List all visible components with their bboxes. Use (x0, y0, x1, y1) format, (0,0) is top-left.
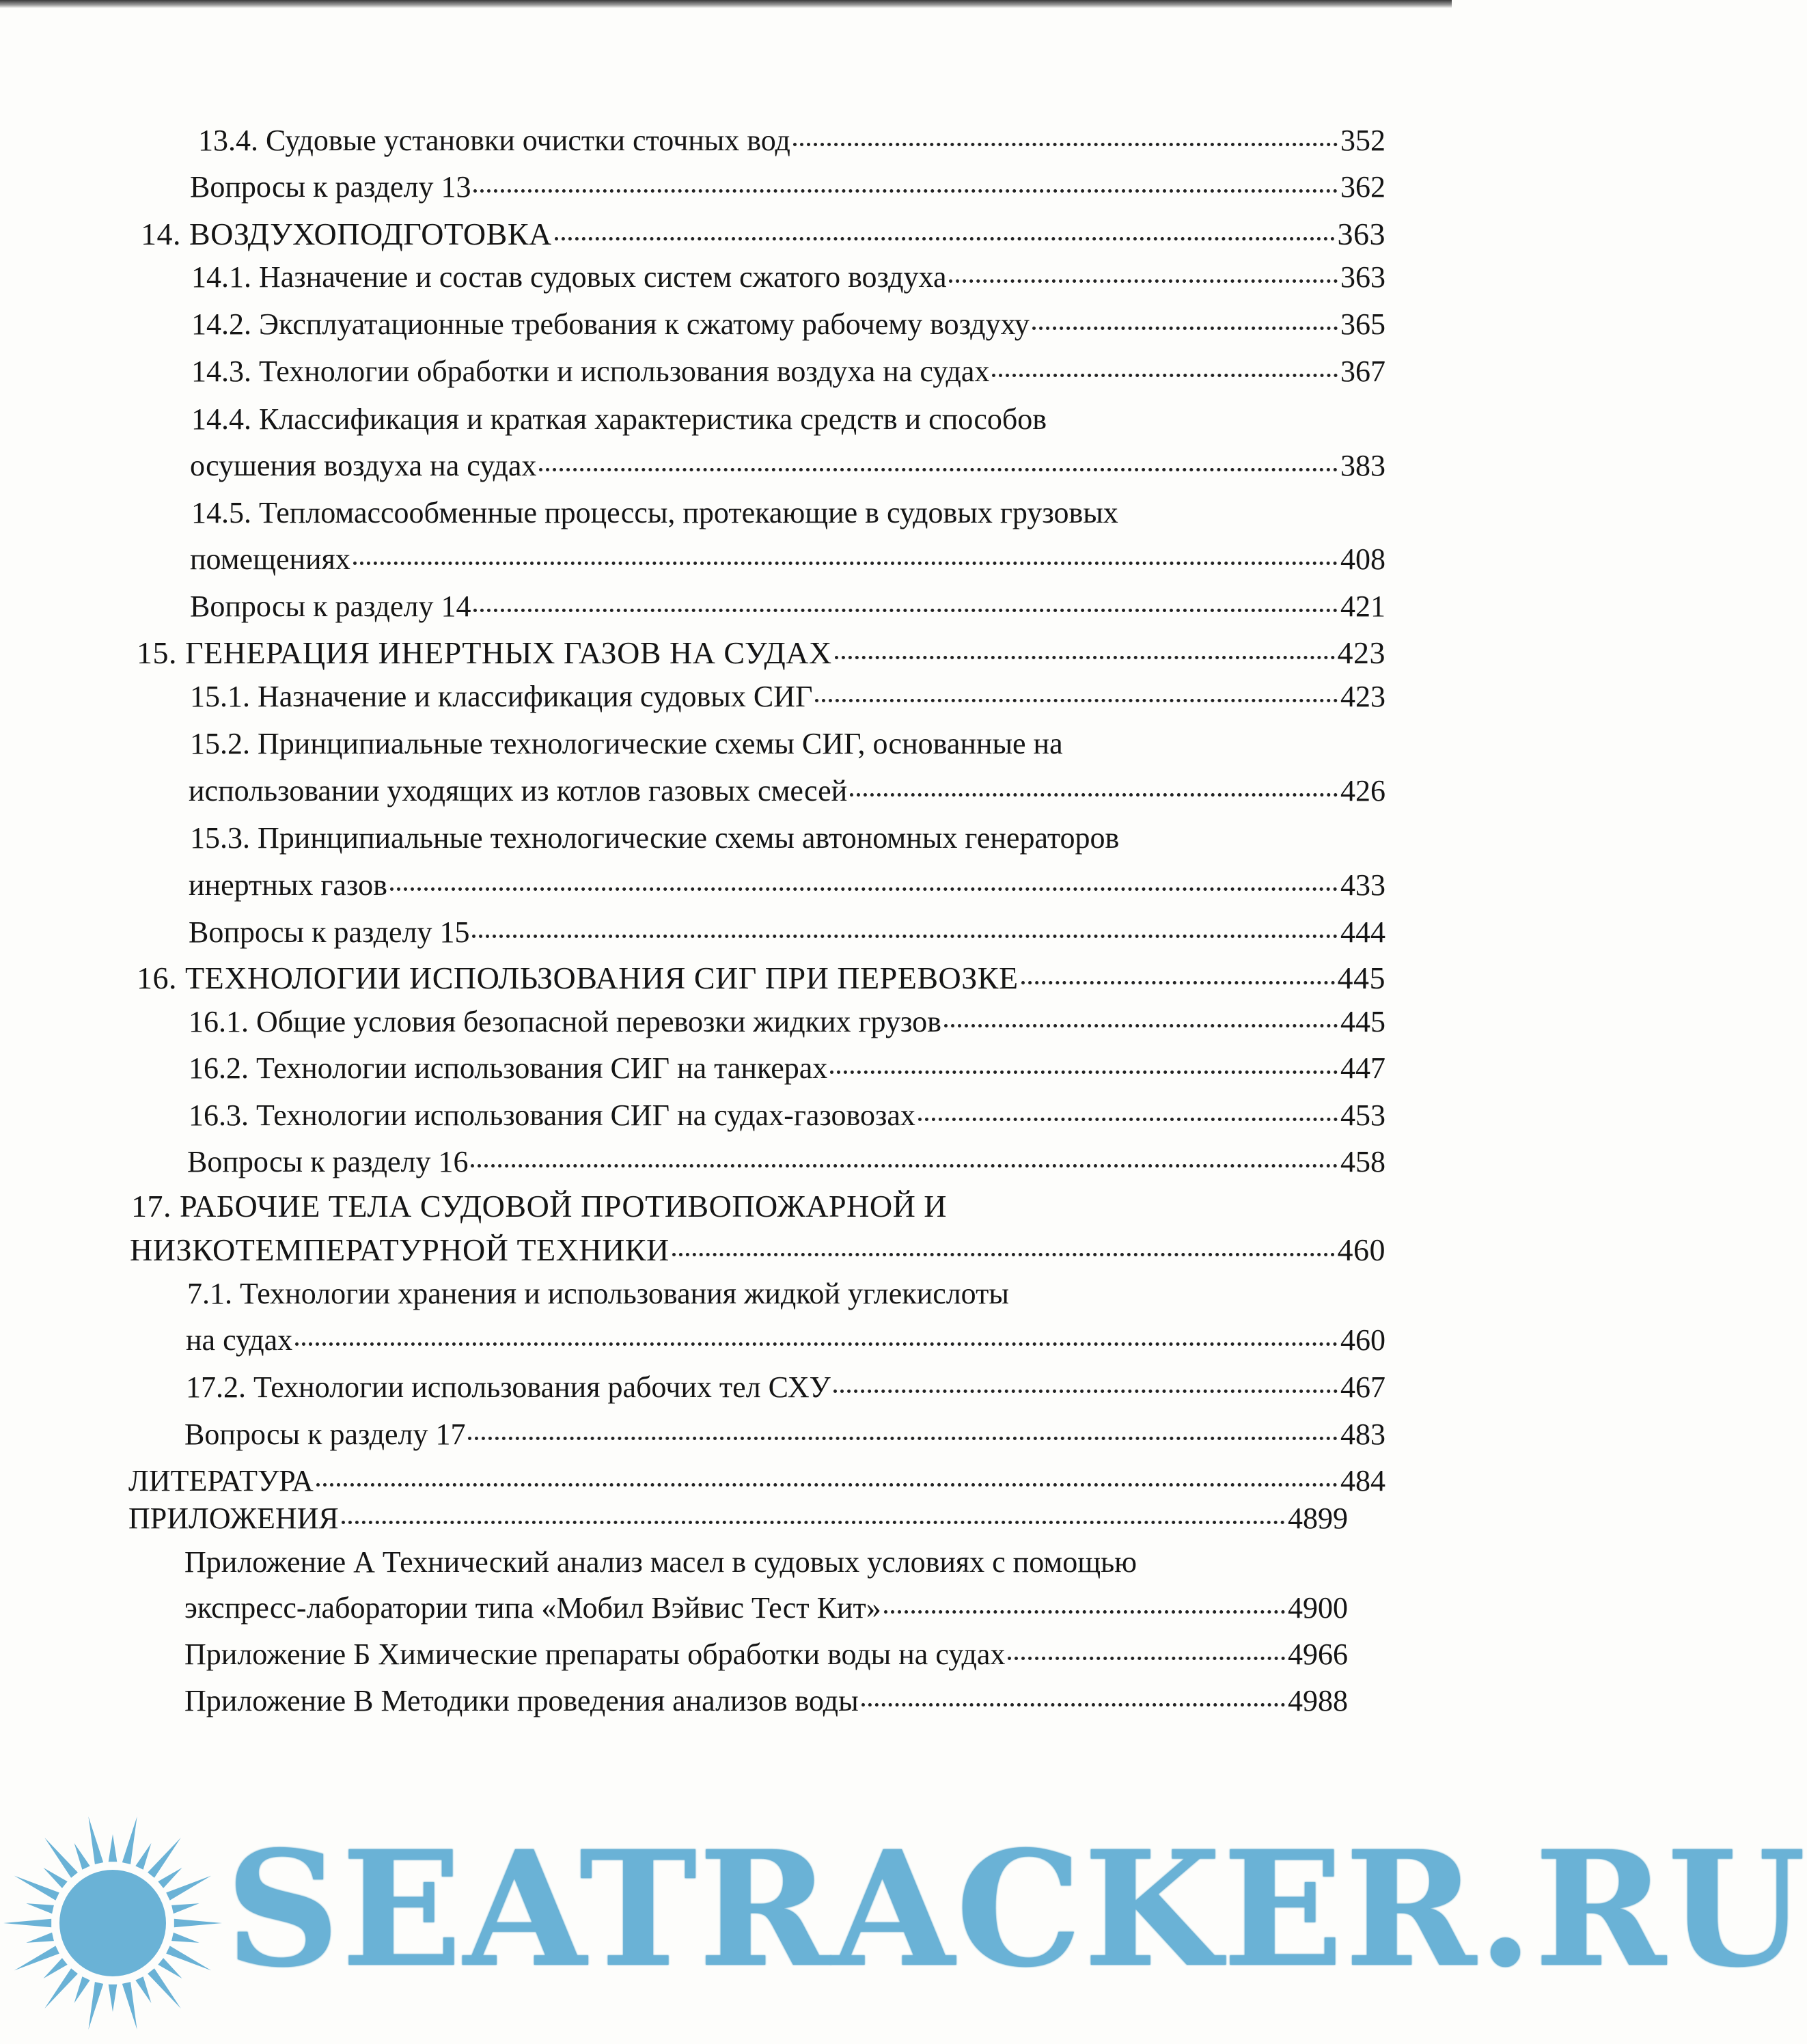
toc-entry-15-2[interactable]: использовании уходящих из котлов газовых смесей 426 (189, 772, 1385, 810)
page-number: 408 (1340, 542, 1385, 576)
sun-ray (171, 1933, 199, 1943)
toc-appendix-a-line1[interactable]: Приложение А Технический анализ масел в судовых условиях с помощью (184, 1545, 1137, 1579)
sun-ray (109, 1834, 118, 1862)
toc-entry-questions-16[interactable]: Вопросы к разделу 16 458 (187, 1143, 1385, 1181)
toc-entry-16-1[interactable]: 16.1. Общие условия безопасной перевозки жидких грузов 445 (189, 1003, 1385, 1041)
toc-entry-16-3[interactable]: 16.3. Технологии использования СИГ на судах-газовозах 453 (189, 1096, 1385, 1135)
page-number: 444 (1340, 915, 1385, 949)
sun-ray (135, 1843, 151, 1870)
page-number: 421 (1340, 590, 1385, 623)
toc-appendix-a[interactable]: экспресс-лаборатории типа «Мобил Вэйвис Тест Кит» 4900 (184, 1589, 1348, 1627)
toc-appendix-c[interactable]: Приложение В Методики проведения анализов воды 4988 (184, 1682, 1348, 1720)
sun-ray (14, 1876, 59, 1901)
page-number: 483 (1340, 1418, 1385, 1451)
sun-ray (43, 1868, 67, 1888)
toc-entry-14-5-line1[interactable]: 14.5. Тепломассообменные процессы, протекающие в судовых грузовых (191, 496, 1118, 529)
toc-entry-15-2-line1[interactable]: 15.2. Принципиальные технологические схемы СИГ, основанные на (190, 727, 1063, 760)
toc-entry-17-2[interactable]: 17.2. Технологии использования рабочих тел СХУ 467 (186, 1368, 1385, 1407)
toc-appendix-b[interactable]: Приложение Б Химические препараты обработки воды на судах 4966 (184, 1635, 1348, 1674)
page-number: 363 (1337, 217, 1385, 251)
toc-entry-15-1[interactable]: 15.1. Назначение и классификация судовых СИГ 423 (190, 678, 1385, 716)
page-number: 423 (1340, 680, 1385, 713)
page-number: 363 (1340, 260, 1385, 294)
sun-ray (3, 1919, 51, 1928)
sun-ray (122, 1817, 137, 1864)
toc-entry-14-1[interactable]: 14.1. Назначение и состав судовых систем сжатого воздуха 363 (191, 258, 1385, 296)
toc-entry-16-2[interactable]: 16.2. Технологии использования СИГ на танкерах 447 (189, 1049, 1385, 1088)
sun-ray (174, 1919, 222, 1928)
sun-ray (14, 1946, 59, 1970)
toc-appendices[interactable]: ПРИЛОЖЕНИЯ 4899 (128, 1500, 1348, 1538)
page-number: 362 (1340, 170, 1385, 204)
sun-burst-icon (3, 1817, 222, 2030)
sun-ray (88, 1817, 103, 1864)
toc-chapter-17[interactable]: НИЗКОТЕМПЕРАТУРНОЙ ТЕХНИКИ 460 (130, 1231, 1385, 1269)
page-number: 460 (1340, 1323, 1385, 1357)
page-number: 460 (1337, 1232, 1385, 1267)
page-number: 433 (1340, 868, 1385, 902)
sun-ray (166, 1946, 211, 1970)
sun-ray (109, 1985, 118, 2012)
toc-entry-questions-13[interactable]: Вопросы к разделу 13 362 (190, 168, 1385, 206)
sun-ray (158, 1868, 182, 1888)
toc-entry-14-5[interactable]: помещениях 408 (190, 540, 1385, 579)
sun-ray (166, 1876, 211, 1901)
sun-ray (26, 1903, 54, 1914)
toc-entry-14-3[interactable]: 14.3. Технологии обработки и использования воздуха на судах 367 (191, 353, 1385, 391)
toc-chapter-17-line1[interactable]: 17. РАБОЧИЕ ТЕЛА СУДОВОЙ ПРОТИВОПОЖАРНОЙ И (131, 1189, 948, 1224)
toc-entry-14-2[interactable]: 14.2. Эксплуатационные требования к сжатому рабочему воздуху 365 (191, 305, 1385, 344)
sun-ray (43, 1958, 67, 1978)
page-number: 453 (1340, 1099, 1385, 1132)
toc-entry-14-4[interactable]: осушения воздуха на судах 383 (190, 447, 1385, 485)
toc-entry-17-1[interactable]: на судах 460 (186, 1321, 1385, 1359)
toc-entry-questions-15[interactable]: Вопросы к разделу 15 444 (189, 913, 1385, 952)
page-number: 467 (1340, 1370, 1385, 1404)
sun-ray (135, 1976, 151, 2003)
toc-entry-15-3[interactable]: инертных газов 433 (189, 866, 1385, 904)
page-number: 4899 (1288, 1502, 1348, 1535)
sun-ray (122, 1982, 137, 2030)
page-number: 365 (1340, 307, 1385, 341)
page-number: 423 (1337, 635, 1385, 670)
toc-entry-13-4[interactable]: 13.4. Судовые установки очистки сточных вод 352 (198, 122, 1385, 160)
sun-ray (171, 1903, 199, 1914)
page-number: 383 (1340, 449, 1385, 482)
page-number: 445 (1340, 1005, 1385, 1038)
toc-entry-14-4-line1[interactable]: 14.4. Классификация и краткая характеристика средств и способов (191, 402, 1047, 436)
watermark-text: SEATRACKER.RU (225, 1816, 1807, 2002)
sun-ray (74, 1976, 90, 2003)
page-number: 447 (1340, 1051, 1385, 1085)
toc-entry-17-1-line1[interactable]: 7.1. Технологии хранения и использования жидкой углекислоты (187, 1277, 1009, 1310)
toc-chapter-15[interactable]: 15. ГЕНЕРАЦИЯ ИНЕРТНЫХ ГАЗОВ НА СУДАХ 423 (137, 634, 1385, 672)
page-number: 4900 (1288, 1591, 1348, 1625)
page-number: 367 (1340, 355, 1385, 388)
sun-ray (88, 1982, 103, 2030)
page-number: 426 (1340, 774, 1385, 807)
toc-entry-questions-14[interactable]: Вопросы к разделу 14 421 (190, 588, 1385, 626)
page-number: 458 (1340, 1145, 1385, 1178)
toc-entry-15-3-line1[interactable]: 15.3. Принципиальные технологические схемы автономных генераторов (190, 821, 1120, 855)
page-number: 445 (1337, 961, 1385, 995)
sun-ray (158, 1958, 182, 1978)
page-number: 4966 (1288, 1638, 1348, 1671)
toc-literature[interactable]: ЛИТЕРАТУРА 484 (128, 1462, 1385, 1500)
toc-chapter-14[interactable]: 14. ВОЗДУХОПОДГОТОВКА 363 (141, 215, 1385, 253)
page-number: 484 (1340, 1464, 1385, 1497)
toc-chapter-16[interactable]: 16. ТЕХНОЛОГИИ ИСПОЛЬЗОВАНИЯ СИГ ПРИ ПЕРЕВОЗКЕ 445 (137, 959, 1385, 997)
page-number: 352 (1340, 124, 1385, 157)
sun-ray (74, 1843, 90, 1870)
sun-ray (26, 1933, 54, 1943)
toc-entry-questions-17[interactable]: Вопросы к разделу 17 483 (184, 1415, 1385, 1454)
page-number: 4988 (1288, 1684, 1348, 1717)
